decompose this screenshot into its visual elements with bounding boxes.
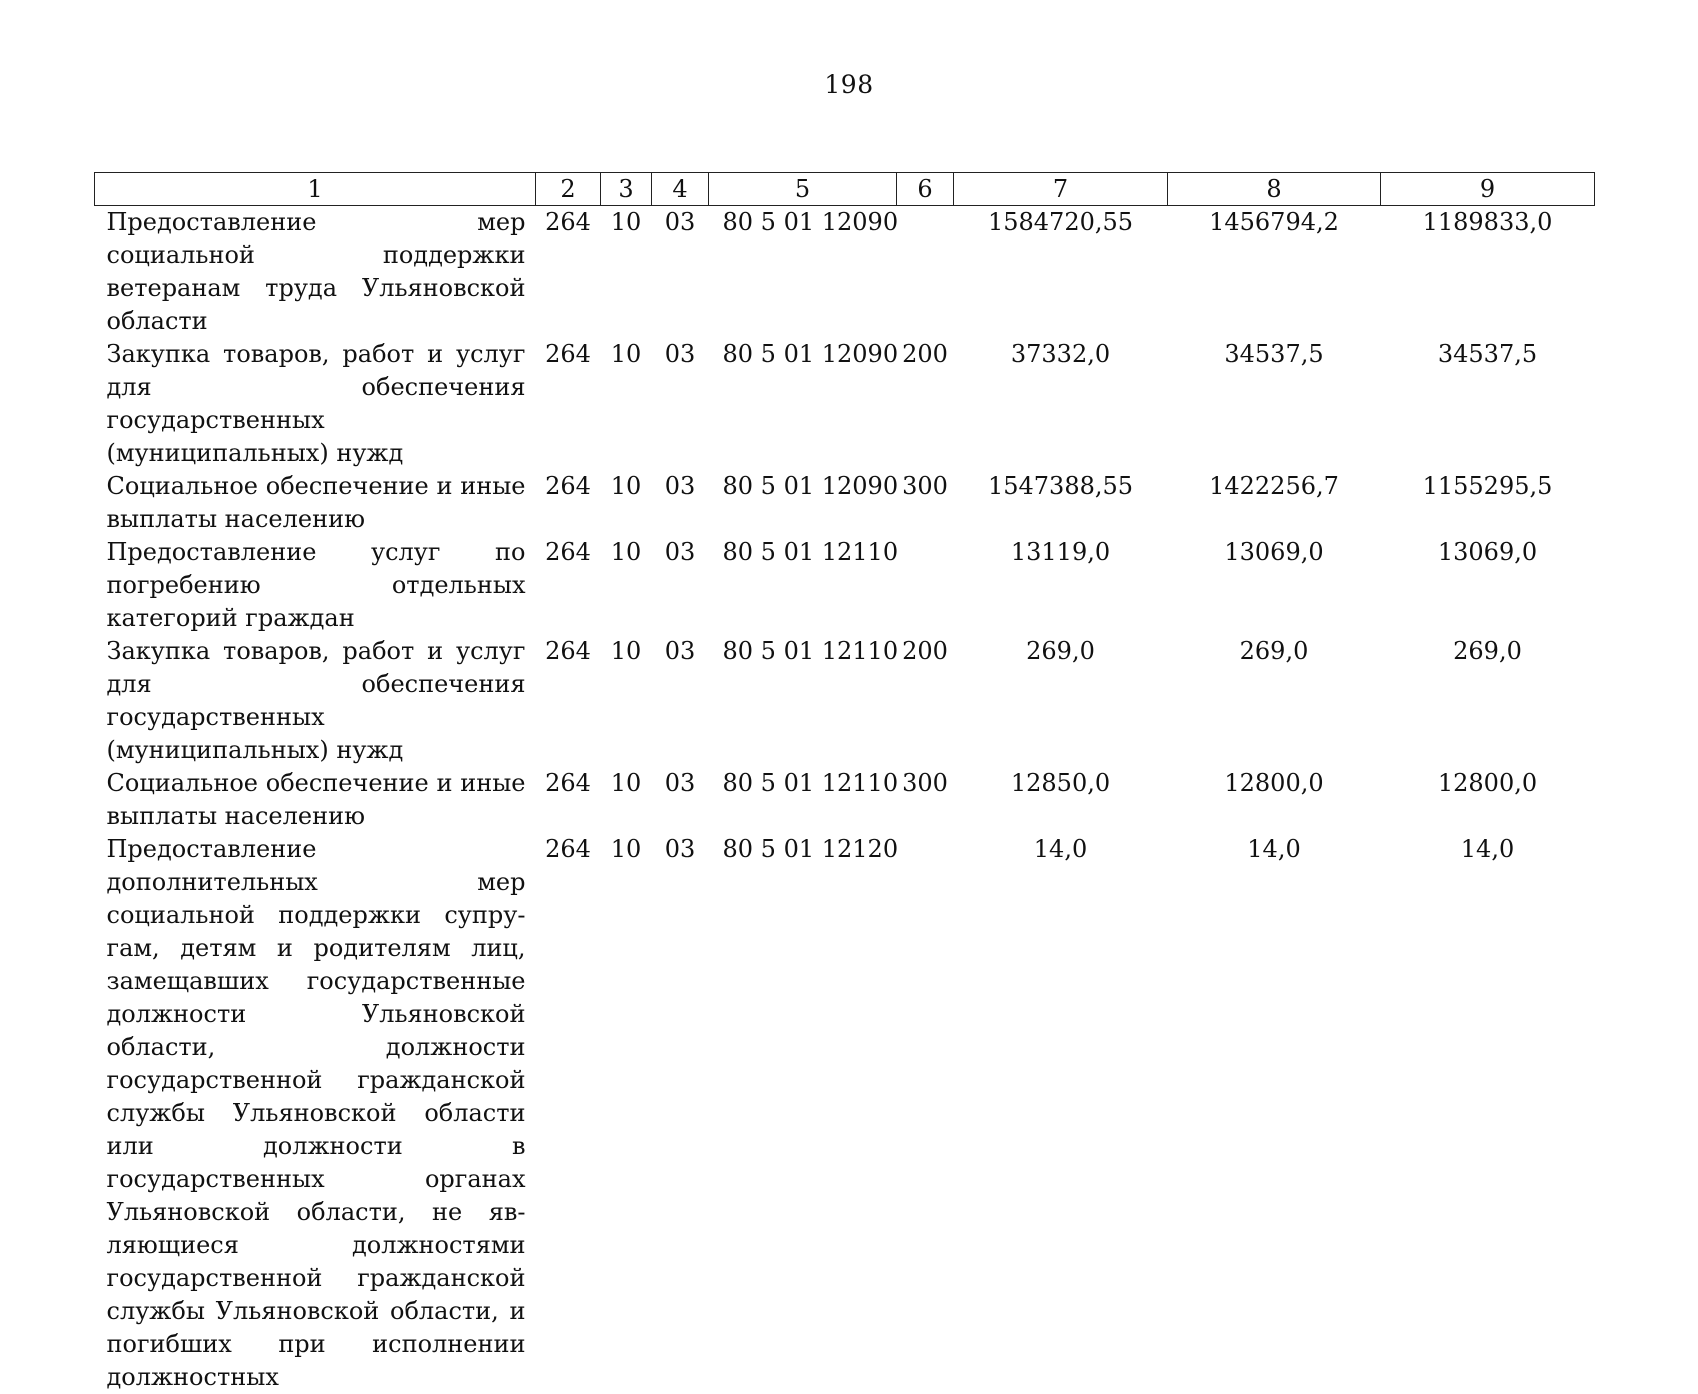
table-row — [95, 635, 1595, 767]
row-amount-3: 13069,0 — [1381, 536, 1595, 635]
row-pr: 03 — [652, 833, 709, 1394]
row-csr: 80 5 01 12090 — [709, 470, 897, 536]
row-vr — [897, 833, 954, 1394]
row-pr: 03 — [652, 536, 709, 635]
row-rz: 10 — [601, 767, 652, 833]
row-name: Социальное обеспечение и иные выплаты населению — [95, 470, 536, 536]
row-grbs: 264 — [536, 206, 601, 339]
header-col-5: 5 — [709, 173, 897, 206]
row-rz: 10 — [601, 536, 652, 635]
header-col-2: 2 — [536, 173, 601, 206]
header-col-4: 4 — [652, 173, 709, 206]
row-vr — [897, 536, 954, 635]
row-pr: 03 — [652, 470, 709, 536]
row-amount-3: 12800,0 — [1381, 767, 1595, 833]
row-pr: 03 — [652, 767, 709, 833]
row-amount-1: 269,0 — [954, 635, 1168, 767]
page-number: 198 — [0, 70, 1698, 99]
row-amount-3: 1189833,0 — [1381, 206, 1595, 339]
row-grbs: 264 — [536, 635, 601, 767]
row-amount-1: 1547388,55 — [954, 470, 1168, 536]
header-col-3: 3 — [601, 173, 652, 206]
header-col-9: 9 — [1381, 173, 1595, 206]
row-amount-1: 1584720,55 — [954, 206, 1168, 339]
row-amount-1: 37332,0 — [954, 338, 1168, 470]
row-name: Закупка товаров, работ и услуг для обеспечения государственных (муниципальных) нужд — [95, 338, 536, 470]
row-amount-1: 13119,0 — [954, 536, 1168, 635]
row-amount-2: 14,0 — [1168, 833, 1381, 1394]
row-name: Социальное обеспечение и иные выплаты населению — [95, 767, 536, 833]
row-amount-2: 12800,0 — [1168, 767, 1381, 833]
row-rz: 10 — [601, 206, 652, 339]
row-grbs: 264 — [536, 767, 601, 833]
row-amount-3: 14,0 — [1381, 833, 1595, 1394]
table-row — [95, 206, 1595, 339]
row-name: Предоставление мер социальной поддержки ветеранам труда Ульяновской области — [95, 206, 536, 339]
row-amount-1: 14,0 — [954, 833, 1168, 1394]
table-row — [95, 536, 1595, 635]
row-csr: 80 5 01 12120 — [709, 833, 897, 1394]
row-pr: 03 — [652, 338, 709, 470]
table-body — [95, 206, 1595, 1394]
row-amount-1: 12850,0 — [954, 767, 1168, 833]
row-vr: 200 — [897, 338, 954, 470]
row-name: Предоставление дополнительных мер социальной поддержки супругам, детям и родителям лиц, замещавших государственные должности Ульяновской области, должности государственной гражданской службы Ульяновской области или должности в государственных органах Ульяновской области, не являющиеся должностями государственной гражданской службы Ульяновской области, и погибших при исполнении должностных — [95, 833, 536, 1394]
row-amount-3: 1155295,5 — [1381, 470, 1595, 536]
table-row — [95, 767, 1595, 833]
row-rz: 10 — [601, 833, 652, 1394]
row-csr: 80 5 01 12090 — [709, 206, 897, 339]
row-csr: 80 5 01 12110 — [709, 635, 897, 767]
row-amount-2: 1422256,7 — [1168, 470, 1381, 536]
row-csr: 80 5 01 12090 — [709, 338, 897, 470]
row-vr — [897, 206, 954, 339]
table-row — [95, 833, 1595, 1394]
header-col-6: 6 — [897, 173, 954, 206]
table-row — [95, 338, 1595, 470]
row-name: Предоставление услуг по погребению отдельных категорий граждан — [95, 536, 536, 635]
row-name: Закупка товаров, работ и услуг для обеспечения государственных (муниципальных) нужд — [95, 635, 536, 767]
row-vr: 200 — [897, 635, 954, 767]
header-col-1: 1 — [95, 173, 536, 206]
row-grbs: 264 — [536, 470, 601, 536]
table-row — [95, 470, 1595, 536]
row-csr: 80 5 01 12110 — [709, 767, 897, 833]
row-pr: 03 — [652, 635, 709, 767]
row-grbs: 264 — [536, 833, 601, 1394]
row-grbs: 264 — [536, 338, 601, 470]
row-amount-3: 269,0 — [1381, 635, 1595, 767]
row-vr: 300 — [897, 767, 954, 833]
row-amount-2: 34537,5 — [1168, 338, 1381, 470]
row-amount-2: 13069,0 — [1168, 536, 1381, 635]
row-vr: 300 — [897, 470, 954, 536]
header-col-8: 8 — [1168, 173, 1381, 206]
row-rz: 10 — [601, 470, 652, 536]
row-rz: 10 — [601, 338, 652, 470]
table-header — [95, 173, 1595, 206]
row-amount-3: 34537,5 — [1381, 338, 1595, 470]
row-amount-2: 1456794,2 — [1168, 206, 1381, 339]
row-rz: 10 — [601, 635, 652, 767]
budget-table — [94, 172, 1595, 1394]
row-amount-2: 269,0 — [1168, 635, 1381, 767]
header-col-7: 7 — [954, 173, 1168, 206]
row-grbs: 264 — [536, 536, 601, 635]
row-csr: 80 5 01 12110 — [709, 536, 897, 635]
header-row — [95, 173, 1595, 206]
row-pr: 03 — [652, 206, 709, 339]
